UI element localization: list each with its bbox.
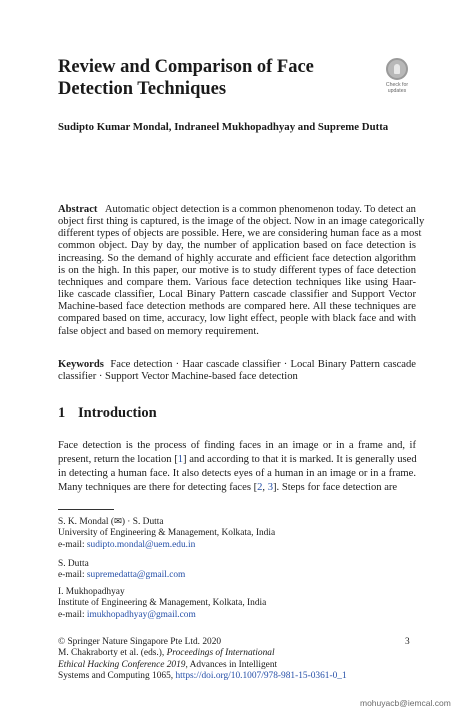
section-title: Introduction xyxy=(78,405,157,421)
keywords-label: Keywords xyxy=(58,359,104,370)
abstract-line: common object. Day by day, the number of application based on face detection is xyxy=(58,240,416,252)
section-number: 1 xyxy=(58,405,66,421)
abstract-line: compared based on time, accuracy, low light effect, people with black face and with xyxy=(58,313,416,325)
watermark: mohuyacb@iemcal.com xyxy=(360,698,451,708)
section-heading xyxy=(58,405,157,422)
abstract xyxy=(58,204,425,338)
abstract-line: like cascade classifier, Local Binary Pattern cascade classifier and Support Vector xyxy=(58,289,416,301)
intro-line: in detecting a human face. It also detects eyes of a human in an image or in a frame. xyxy=(58,468,416,480)
abstract-line: increasing. So the demand of highly accurate and efficient face detection algorithm xyxy=(58,252,416,264)
citation-link[interactable]: 2 xyxy=(257,482,263,494)
affiliation-block: I. Mukhopadhyay Institute of Engineering & Management, Kolkata, India e-mail: imukhopadhyay@gmail.com xyxy=(58,587,418,621)
abstract-line: different types of objects are possible. Here, we are considering human face as a most xyxy=(58,228,422,240)
affiliation-authors: S. K. Mondal (✉) · S. Dutta xyxy=(58,517,164,527)
bookmark-icon xyxy=(386,58,408,80)
authors: Sudipto Kumar Mondal, Indraneel Mukhopadhyay and Supreme Dutta xyxy=(58,121,389,133)
page-number: 3 xyxy=(405,637,410,647)
abstract-line: techniques and compare them. Various face detection techniques like using Haar- xyxy=(58,276,416,288)
affiliation-block: S. K. Mondal (✉) · S. Dutta University of Engineering & Management, Kolkata, India e-mail: sudipto.mondal@uem.edu.in xyxy=(58,517,418,551)
citation-link[interactable]: 3 xyxy=(267,482,274,494)
affiliation-institution: Institute of Engineering & Management, Kolkata, India xyxy=(58,598,267,609)
affiliation-institution: University of Engineering & Management, Kolkata, India xyxy=(58,528,276,539)
check-for-updates-badge[interactable] xyxy=(379,58,415,98)
intro-line: Face detection is the process of finding faces in an image or in a frame and, if xyxy=(58,440,416,451)
abstract-line: Automatic object detection is a common phenomenon today. To detect an xyxy=(104,204,416,215)
abstract-line: Machine-based face detection methods are compared here. All these techniques are xyxy=(58,301,416,313)
abstract-label: Abstract xyxy=(58,204,98,215)
affiliation-authors: I. Mukhopadhyay xyxy=(58,587,125,597)
doi-link[interactable]: https://doi.org/10.1007/978-981-15-0361-0_1 xyxy=(175,670,347,681)
abstract-line: object first thing is captured, is the image of the object. Now in an image categorically xyxy=(58,216,425,228)
intro-line: present, return the location [1] and according to that it is marked. It is generally used xyxy=(58,454,417,466)
affiliation-authors: S. Dutta xyxy=(58,559,89,569)
keywords-line: classifier · Support Vector Machine-based face detection xyxy=(58,371,298,383)
keywords xyxy=(58,359,416,383)
copyright-line: © Springer Nature Singapore Pte Ltd. 2020 xyxy=(58,637,222,647)
email-link[interactable]: sudipto.mondal@uem.edu.in xyxy=(86,539,196,550)
keywords-line: Face detection · Haar cascade classifier · Local Binary Pattern cascade xyxy=(110,359,417,370)
email-link[interactable]: supremedatta@gmail.com xyxy=(86,570,186,581)
copyright-block: © Springer Nature Singapore Pte Ltd. 2020 M. Chakraborty et al. (eds.), Proceedings of International Ethical Hacking Conference 2019, Advances in Intelligent Systems and Computing 1065, https://doi.org/10.1007/978-981-15-0361-0_1 xyxy=(58,637,416,682)
intro-line: Many techniques are there for detecting faces [2, 3]. Steps for face detection are xyxy=(58,482,398,494)
footnote-divider xyxy=(58,509,114,510)
abstract-line: false object and based on memory requirement. xyxy=(58,325,259,337)
title-line: Review and Comparison of Face xyxy=(58,57,314,77)
abstract-line: is on the high. In this paper, our motive is to study different types of face detection xyxy=(58,264,416,276)
paper-title xyxy=(58,56,358,100)
title-line: Detection Techniques xyxy=(58,79,227,99)
citation-link[interactable]: 1 xyxy=(177,454,184,466)
affiliation-block: S. Dutta e-mail: supremedatta@gmail.com xyxy=(58,559,418,582)
introduction-paragraph xyxy=(58,439,416,495)
badge-label: Check for updates xyxy=(385,82,409,94)
email-link[interactable]: imukhopadhyay@gmail.com xyxy=(86,609,196,620)
